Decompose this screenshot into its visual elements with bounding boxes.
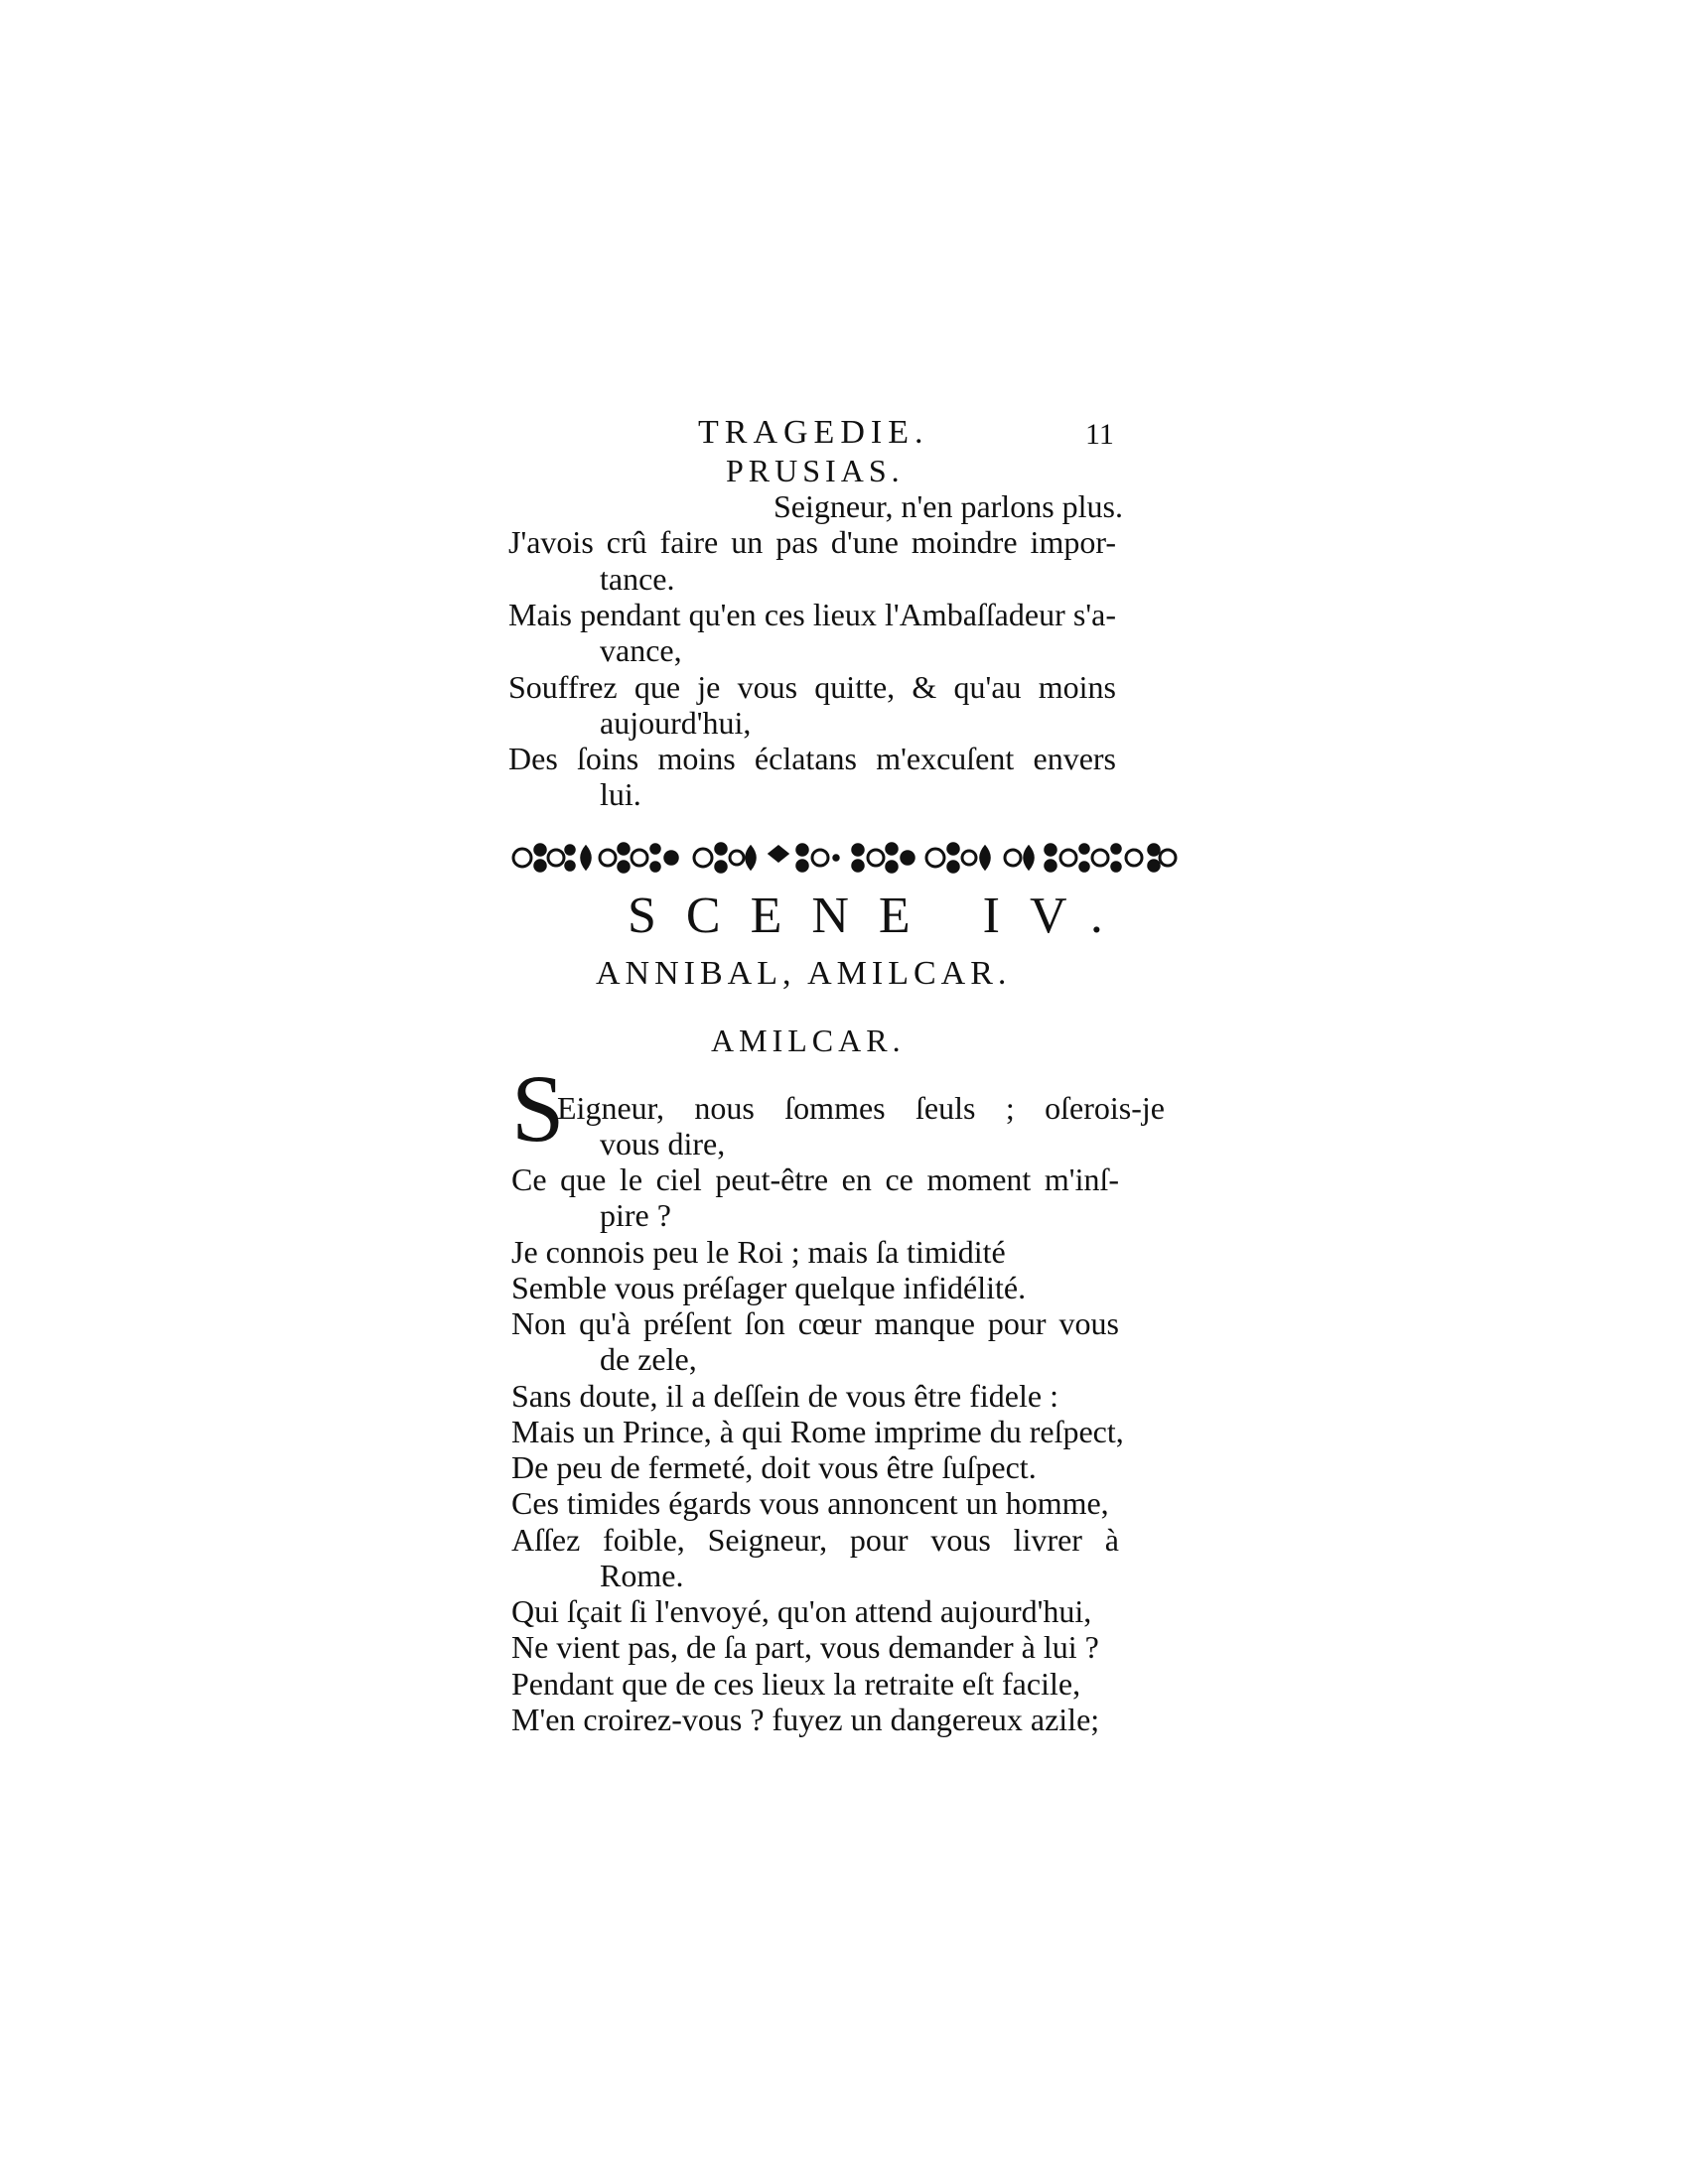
verse-line-continuation: Rome. <box>600 1558 684 1593</box>
verse-line: Non qu'à préſent ſon cœur manque pour vous <box>511 1305 1119 1341</box>
verse-line: De peu de fermeté, doit vous être ſuſpect. <box>511 1449 1037 1485</box>
verse-line-continuation: lui. <box>600 776 641 812</box>
fleuron-cluster <box>1005 844 1176 872</box>
verse-line-continuation: vance, <box>600 632 682 668</box>
verse-line-continuation: vous dire, <box>600 1126 726 1161</box>
verse-line: Pendant que de ces lieux la retraite eſt facile, <box>511 1666 1081 1702</box>
scene-title: SCENE IV. <box>628 887 1133 944</box>
verse-line: Semble vous préſager quelque infidélité. <box>511 1270 1027 1305</box>
verse-line: Je connois peu le Roi ; mais ſa timidité <box>511 1234 1006 1270</box>
verse-line: Souffrez que je vous quitte, & qu'au moins <box>508 669 1116 705</box>
verse-line: Des ſoins moins éclatans m'excuſent envers <box>508 741 1116 776</box>
verse-line: M'en croirez-vous ? fuyez un dangereux azile; <box>511 1702 1100 1737</box>
verse-line: Sans doute, il a deſſein de vous être fidele : <box>511 1378 1058 1414</box>
verse-line: Ces timides égards vous annoncent un homme, <box>511 1485 1109 1521</box>
verse-line-continuation: de zele, <box>600 1341 697 1377</box>
drop-cap: S <box>511 1055 565 1161</box>
verse-line: J'avois crû faire un pas d'une moindre impor- <box>508 524 1116 560</box>
verse-line: Ce que le ciel peut-être en ce moment m'inſ- <box>511 1161 1119 1197</box>
speaker-name: PRUSIAS. <box>726 453 905 488</box>
fleuron-cluster <box>694 843 756 873</box>
verse-line-continuation: tance. <box>600 561 675 597</box>
verse-line: Eigneur, nous ſommes ſeuls ; oſerois-je <box>557 1090 1165 1126</box>
fleuron-cluster <box>600 843 678 873</box>
verse-line: Aſſez foible, Seigneur, pour vous livrer à <box>511 1522 1119 1558</box>
verse-line: Mais un Prince, à qui Rome imprime du reſpect, <box>511 1414 1124 1449</box>
verse-line-continuation: aujourd'hui, <box>600 705 752 741</box>
fleuron-cluster <box>769 844 839 872</box>
verse-line: Ne vient pas, de ſa part, vous demander à lui ? <box>511 1629 1099 1665</box>
scene-characters: ANNIBAL, AMILCAR. <box>596 955 1012 992</box>
verse-line-continuation: pire ? <box>600 1197 671 1233</box>
verse-line: Qui ſçait ſi l'envoyé, qu'on attend aujourd'hui, <box>511 1593 1092 1629</box>
verse-line: Seigneur, n'en parlons plus. <box>774 488 1123 524</box>
ornament-band <box>508 832 1180 884</box>
verse-line: Mais pendant qu'en ces lieux l'Ambaſſadeur s'a- <box>508 597 1116 632</box>
fleuron-cluster <box>926 843 990 873</box>
speaker-name: AMILCAR. <box>711 1023 906 1058</box>
fleuron-s <box>581 846 591 870</box>
running-title: TRAGEDIE. <box>698 414 929 451</box>
fleuron-cluster <box>513 844 575 872</box>
page-number: 11 <box>1085 418 1114 451</box>
fleuron-cluster <box>852 843 914 873</box>
